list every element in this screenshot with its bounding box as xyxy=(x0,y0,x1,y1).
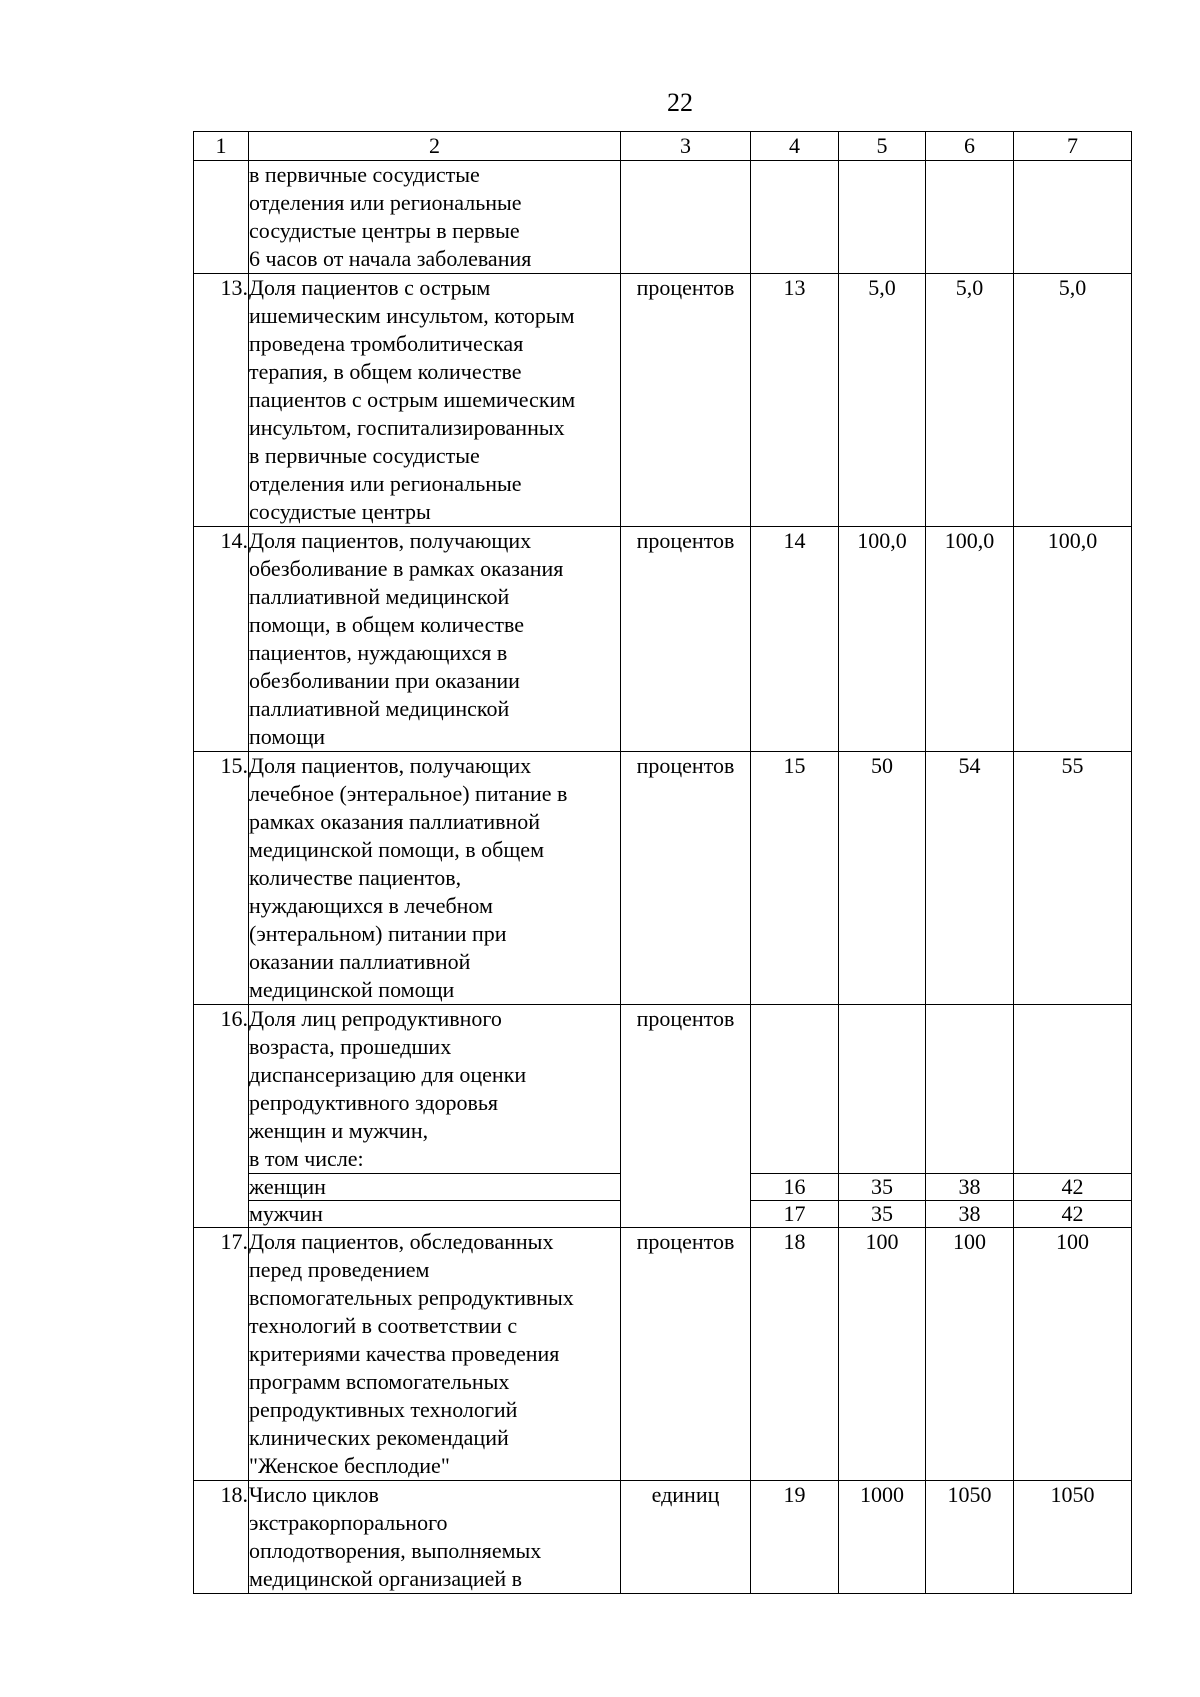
value-cell xyxy=(1014,161,1132,274)
row-number: 15. xyxy=(194,752,249,1005)
header-cell: 5 xyxy=(839,132,926,161)
subrow-name: мужчин xyxy=(249,1201,621,1228)
value-cell xyxy=(1014,1005,1132,1174)
value-cell: 100 xyxy=(839,1228,926,1481)
value-cell: 54 xyxy=(926,752,1014,1005)
row-number: 14. xyxy=(194,527,249,752)
header-cell: 7 xyxy=(1014,132,1132,161)
subrow-name: женщин xyxy=(249,1174,621,1201)
row-number: 16. xyxy=(194,1005,249,1228)
value-cell: 100,0 xyxy=(1014,527,1132,752)
value-cell: 42 xyxy=(1014,1174,1132,1201)
indicator-name: Доля пациентов, получающих обезболивание в рамках оказания паллиативной медицинской помощи, в общем количестве пациентов, нуждающихся в обезболивании при оказании паллиативной медицинской помощи xyxy=(249,527,621,752)
table-row xyxy=(194,1228,1132,1481)
value-cell: 55 xyxy=(1014,752,1132,1005)
value-cell: 5,0 xyxy=(926,274,1014,527)
code-cell: 19 xyxy=(751,1481,839,1594)
header-cell: 6 xyxy=(926,132,1014,161)
table-row xyxy=(194,1481,1132,1594)
table-row xyxy=(194,527,1132,752)
unit-cell: процентов xyxy=(621,1005,751,1228)
page-number: 22 xyxy=(667,88,693,117)
row-number: 18. xyxy=(194,1481,249,1594)
indicator-name: Доля пациентов, получающих лечебное (энтеральное) питание в рамках оказания паллиативной медицинской помощи, в общем количестве пациентов, нуждающихся в лечебном (энтеральном) питании при оказании паллиативной медицинской помощи xyxy=(249,752,621,1005)
unit-cell: процентов xyxy=(621,274,751,527)
header-cell: 1 xyxy=(194,132,249,161)
value-cell: 42 xyxy=(1014,1201,1132,1228)
value-cell: 38 xyxy=(926,1201,1014,1228)
value-cell xyxy=(839,161,926,274)
unit-cell xyxy=(621,161,751,274)
table-row xyxy=(194,1005,1132,1174)
value-cell xyxy=(839,1005,926,1174)
value-cell: 100 xyxy=(926,1228,1014,1481)
row-number: 17. xyxy=(194,1228,249,1481)
header-cell: 3 xyxy=(621,132,751,161)
value-cell: 100 xyxy=(1014,1228,1132,1481)
value-cell: 5,0 xyxy=(839,274,926,527)
value-cell: 100,0 xyxy=(926,527,1014,752)
value-cell: 35 xyxy=(839,1174,926,1201)
header-row xyxy=(194,132,1132,161)
code-cell: 16 xyxy=(751,1174,839,1201)
header-cell: 4 xyxy=(751,132,839,161)
code-cell: 13 xyxy=(751,274,839,527)
table-row xyxy=(194,274,1132,527)
table-row xyxy=(194,161,1132,274)
table-row xyxy=(194,752,1132,1005)
value-cell: 1000 xyxy=(839,1481,926,1594)
value-cell: 35 xyxy=(839,1201,926,1228)
code-cell: 17 xyxy=(751,1201,839,1228)
unit-cell: процентов xyxy=(621,752,751,1005)
value-cell: 38 xyxy=(926,1174,1014,1201)
value-cell: 5,0 xyxy=(1014,274,1132,527)
unit-cell: единиц xyxy=(621,1481,751,1594)
value-cell xyxy=(926,1005,1014,1174)
value-cell: 1050 xyxy=(926,1481,1014,1594)
indicator-name: в первичные сосудистые отделения или региональные сосудистые центры в первые 6 часов от начала заболевания xyxy=(249,161,621,274)
indicator-name: Число циклов экстракорпорального оплодотворения, выполняемых медицинской организацией в xyxy=(249,1481,621,1594)
indicator-name: Доля лиц репродуктивного возраста, прошедших диспансеризацию для оценки репродуктивного здоровья женщин и мужчин, в том числе: xyxy=(249,1005,621,1174)
indicator-name: Доля пациентов с острым ишемическим инсультом, которым проведена тромболитическая терапия, в общем количестве пациентов с острым ишемическим инсультом, госпитализированных в первичные сосудистые отделения или региональные сосудистые центры xyxy=(249,274,621,527)
code-cell: 15 xyxy=(751,752,839,1005)
code-cell: 14 xyxy=(751,527,839,752)
value-cell: 100,0 xyxy=(839,527,926,752)
value-cell: 50 xyxy=(839,752,926,1005)
row-number: 13. xyxy=(194,274,249,527)
row-number xyxy=(194,161,249,274)
code-cell xyxy=(751,161,839,274)
value-cell xyxy=(926,161,1014,274)
unit-cell: процентов xyxy=(621,1228,751,1481)
indicator-name: Доля пациентов, обследованных перед проведением вспомогательных репродуктивных технологий в соответствии с критериями качества проведения программ вспомогательных репродуктивных технологий клинических рекомендаций "Женское бесплодие" xyxy=(249,1228,621,1481)
code-cell: 18 xyxy=(751,1228,839,1481)
code-cell xyxy=(751,1005,839,1174)
value-cell: 1050 xyxy=(1014,1481,1132,1594)
indicators-table xyxy=(193,131,1132,1594)
header-cell: 2 xyxy=(249,132,621,161)
unit-cell: процентов xyxy=(621,527,751,752)
